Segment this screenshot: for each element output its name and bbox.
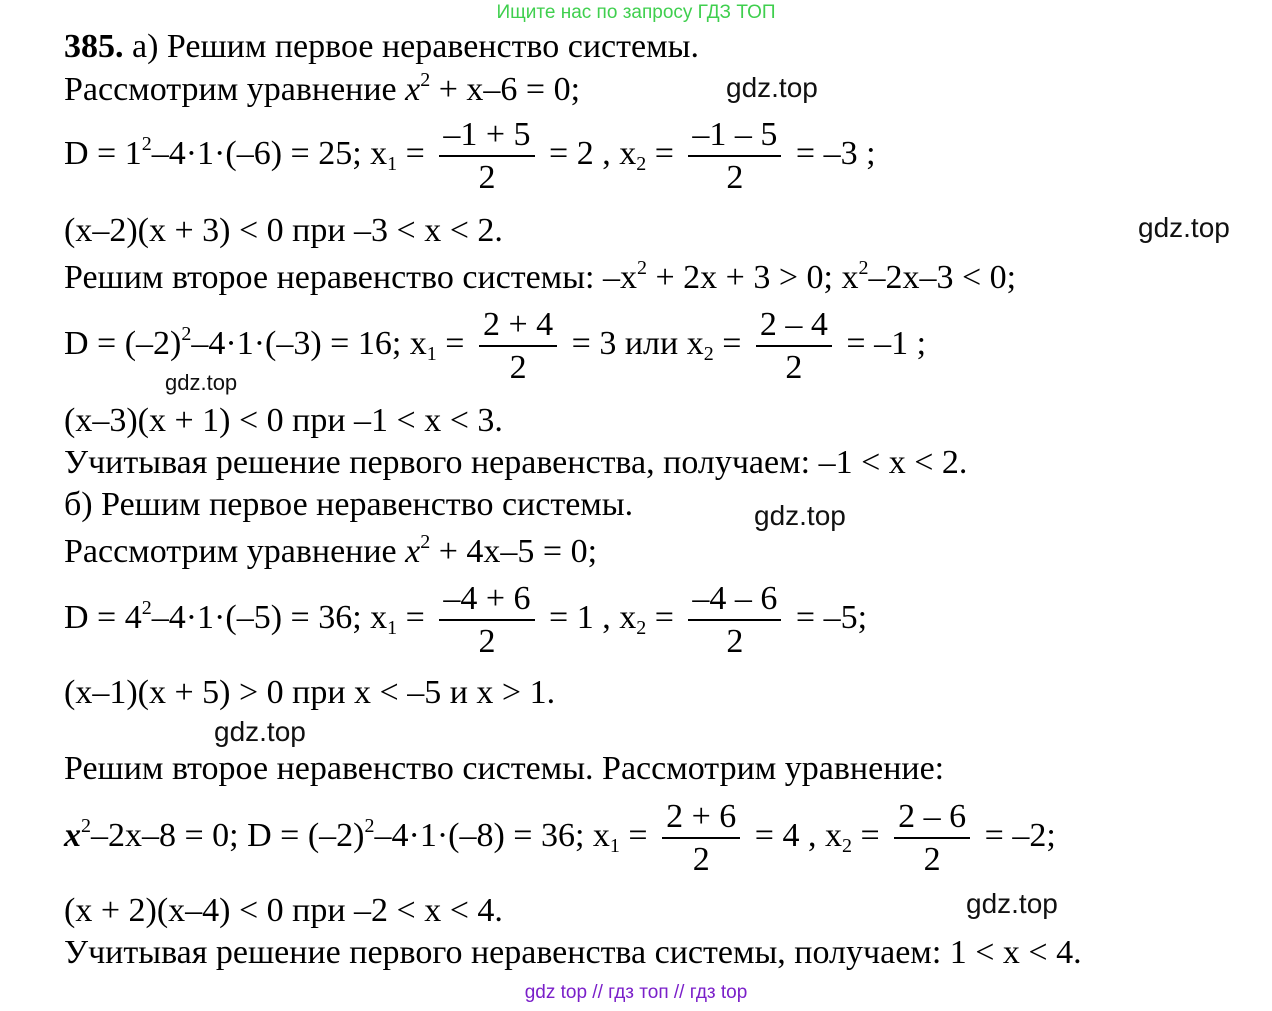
top-banner: Ищите нас по запросу ГДЗ ТОП [496, 2, 776, 23]
fraction: $\frac{-4 + 6}{2}$ [439, 580, 534, 661]
fraction: $\frac{-1 + 5}{2}$ [439, 116, 534, 197]
a-line-4: (x–2)(x + 3) < 0 при –3 < x < 2. [64, 212, 503, 249]
b-line-2: Рассмотрим уравнение $x^2 + 4x-5 = 0$; [64, 531, 598, 570]
b-line-5: Решим второе неравенство системы. Рассмотрим уравнение: [64, 750, 945, 787]
footer-links[interactable]: gdz top // гдз топ // гдз top [524, 982, 748, 1003]
b-line-7: (x + 2)(x–4) < 0 при –2 < x < 4. [64, 892, 503, 929]
fraction: $\frac{2 - 4}{2}$ [756, 306, 832, 387]
b-line-4: (x–1)(x + 5) > 0 при x < –5 и x > 1. [64, 674, 556, 711]
fraction: $\frac{2 - 6}{2}$ [894, 798, 970, 879]
b-line-3: $D = 4^2-4\cdot 1\cdot(-5) = 36$; $x_1$ = $\frac{-4 + 6}{2}$ = 1 , $x_2$ = $\frac{-4 - 6}{2}$ = –5; [64, 580, 868, 661]
a-line-8: Учитывая решение первого неравенства, получаем: –1 < x < 2. [64, 444, 968, 481]
b-line-8: Учитывая решение первого неравенства системы, получаем: 1 < x < 4. [64, 934, 1082, 971]
fraction: $\frac{-1 - 5}{2}$ [688, 116, 781, 197]
a-line-1 [64, 30, 699, 64]
problem-number: 385. [64, 28, 124, 65]
fraction: $\frac{-4 - 6}{2}$ [688, 580, 781, 661]
b-line-6: $x^2-2x-8 = 0$; $D = (-2)^2-4\cdot 1\cdot(-8) = 36$; $x_1$ = $\frac{2 + 6}{2}$ = 4 , $x_2$ = $\frac{2 - 6}{2}$ = –2; [64, 798, 1056, 879]
a-line-5: Решим второе неравенство системы: $-x^2 + 2x + 3 > 0$; $x^2-2x-3 < 0$; [64, 257, 1017, 296]
fraction: $\frac{2 + 4}{2}$ [479, 306, 557, 387]
a-line-2: Рассмотрим уравнение $x^2 + x-6 = 0$; [64, 69, 581, 108]
watermark: gdz.top [165, 370, 238, 395]
b-heading: б) Решим первое неравенство системы. [64, 486, 634, 523]
watermark: gdz.top [726, 72, 818, 103]
a-heading: а) Решим первое неравенство системы. [132, 28, 699, 65]
watermark: gdz.top [214, 716, 306, 747]
watermark: gdz.top [1138, 212, 1230, 243]
watermark: gdz.top [754, 500, 846, 531]
watermark: gdz.top [966, 888, 1058, 919]
fraction: $\frac{2 + 6}{2}$ [662, 798, 740, 879]
a-line-3: $D = 1^2-4\cdot 1\cdot(-6) = 25$; $x_1$ = $\frac{-1 + 5}{2}$ = 2 , $x_2$ = $\frac{-1 - 5}{2}$ = –3 ; [64, 116, 876, 197]
a-line-7: (x–3)(x + 1) < 0 при –1 < x < 3. [64, 402, 503, 439]
a-line-6: $D = (-2)^2-4\cdot 1\cdot(-3) = 16$; $x_1$ = $\frac{2 + 4}{2}$ = 3 или $x_2$ = $\frac{2 - 4}{2}$ = –1 ; [64, 306, 927, 387]
